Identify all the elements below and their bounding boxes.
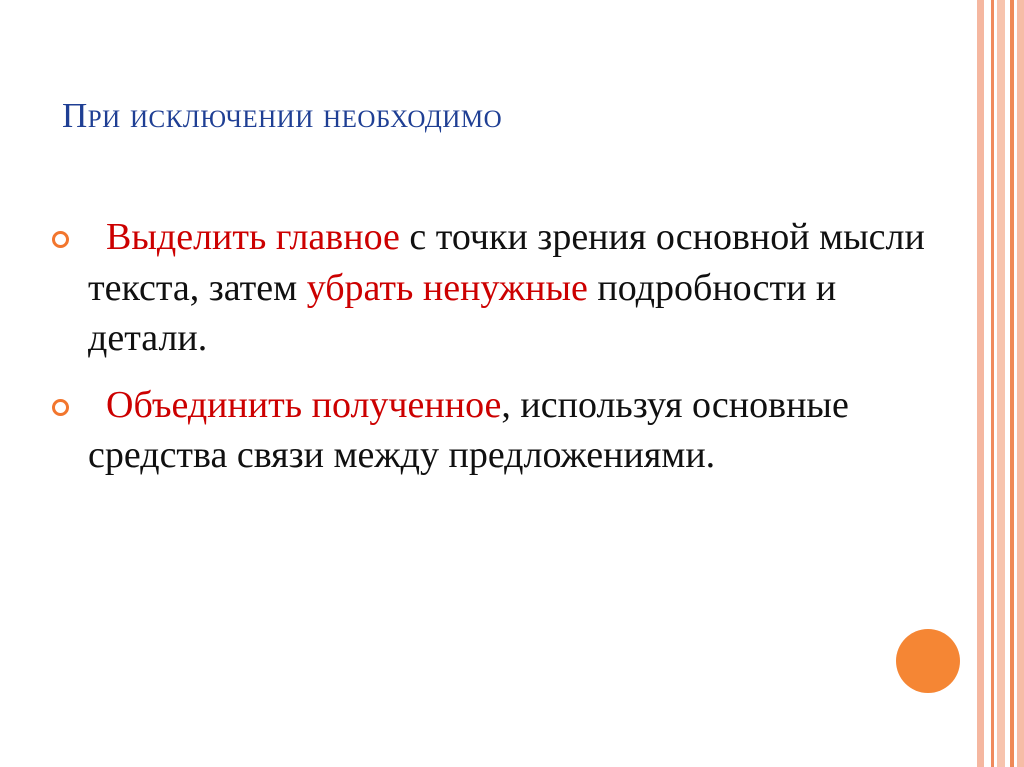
stripe-2 bbox=[991, 0, 994, 767]
slide-body bbox=[44, 212, 944, 497]
list-item bbox=[44, 380, 944, 481]
list-item-text bbox=[88, 212, 944, 364]
bullet-1-segment-1: Выделить главное bbox=[106, 216, 410, 258]
decorative-dot bbox=[896, 629, 960, 693]
decorative-stripes bbox=[970, 0, 1024, 767]
slide-title: При исключении необходимо bbox=[62, 96, 503, 135]
stripe-5 bbox=[1017, 0, 1024, 767]
circle-outline-bullet-icon bbox=[52, 231, 69, 248]
stripe-4 bbox=[1010, 0, 1014, 767]
bullet-2-segment-1: Объединить полученное bbox=[106, 383, 502, 426]
bullet-1-segment-4: подробности и детали. bbox=[88, 266, 837, 360]
bullet-2-segment-2: , используя основные средства связи между предложениями. bbox=[88, 383, 849, 477]
circle-outline-bullet-icon bbox=[52, 399, 69, 416]
stripe-1 bbox=[977, 0, 984, 767]
list-item bbox=[44, 212, 944, 364]
bullet-1-segment-2: с точки зрения основной мысли текста, затем bbox=[88, 216, 925, 309]
bullet-1-segment-3: убрать ненужные bbox=[306, 266, 598, 309]
stripe-3 bbox=[997, 0, 1005, 767]
list-item-text bbox=[88, 380, 944, 481]
